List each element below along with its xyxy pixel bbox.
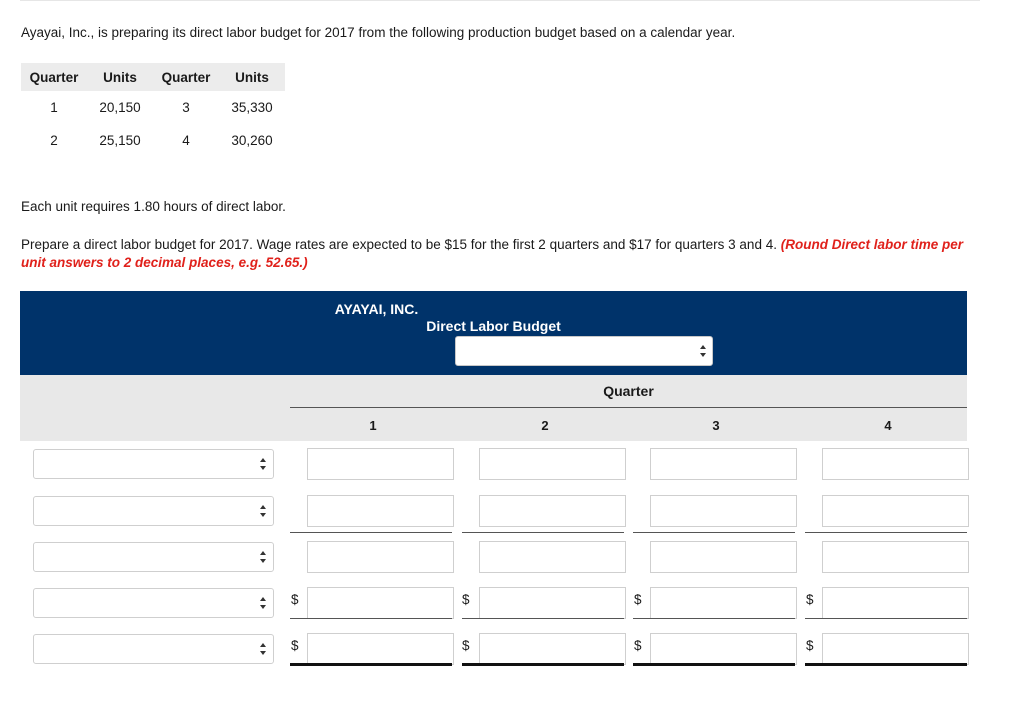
amount-input[interactable] bbox=[307, 495, 454, 527]
table-header-row bbox=[21, 63, 285, 91]
amount-input[interactable] bbox=[479, 633, 626, 665]
dollar-sign: $ bbox=[462, 592, 470, 607]
dollar-sign: $ bbox=[291, 592, 299, 607]
problem-intro: Ayayai, Inc., is preparing its direct labor budget for 2017 from the following production budget based on a calendar year. bbox=[21, 25, 736, 40]
top-divider bbox=[20, 0, 980, 1]
quarter-number: 2 bbox=[541, 418, 549, 433]
subtotal-rule bbox=[462, 618, 624, 619]
amount-input[interactable] bbox=[650, 541, 797, 573]
dollar-sign: $ bbox=[806, 592, 814, 607]
quarter-number: 3 bbox=[712, 418, 720, 433]
table-row bbox=[21, 91, 285, 124]
table-row bbox=[21, 124, 285, 157]
instruction-text: Prepare a direct labor budget for 2017. Wage rates are expected to be $15 for the first 2 quarters and $17 for quarters 3 and 4. bbox=[21, 237, 777, 252]
dollar-sign: $ bbox=[634, 638, 642, 653]
amount-input[interactable] bbox=[822, 495, 969, 527]
total-double-rule bbox=[805, 663, 967, 666]
select-arrows-icon bbox=[260, 642, 266, 656]
row-label-select[interactable] bbox=[33, 496, 274, 526]
amount-input[interactable] bbox=[307, 448, 454, 480]
column-header: Units bbox=[87, 63, 153, 91]
row-label-select[interactable] bbox=[33, 449, 274, 479]
budget-header bbox=[20, 291, 967, 375]
table-cell: 4 bbox=[182, 133, 190, 148]
table-cell: 20,150 bbox=[99, 100, 141, 115]
subtotal-rule bbox=[633, 618, 795, 619]
amount-input[interactable] bbox=[307, 633, 454, 665]
total-double-rule bbox=[290, 663, 452, 666]
table-cell: 30,260 bbox=[231, 133, 273, 148]
select-arrows-icon bbox=[260, 457, 266, 471]
period-select[interactable] bbox=[455, 336, 713, 366]
table-cell: 3 bbox=[182, 100, 190, 115]
subtotal-rule bbox=[290, 532, 452, 533]
amount-input[interactable] bbox=[822, 633, 969, 665]
quarter-label: Quarter bbox=[603, 383, 654, 399]
table-cell: 25,150 bbox=[99, 133, 141, 148]
subtotal-rule bbox=[633, 532, 795, 533]
column-header: Quarter bbox=[21, 63, 87, 91]
labor-hours-note: Each unit requires 1.80 hours of direct labor. bbox=[21, 199, 286, 214]
quarter-number: 1 bbox=[369, 418, 377, 433]
column-header: Units bbox=[219, 63, 285, 91]
dollar-sign: $ bbox=[634, 592, 642, 607]
amount-input[interactable] bbox=[307, 587, 454, 619]
select-arrows-icon bbox=[260, 550, 266, 564]
dollar-sign: $ bbox=[462, 638, 470, 653]
amount-input[interactable] bbox=[479, 541, 626, 573]
amount-input[interactable] bbox=[822, 448, 969, 480]
production-budget-table bbox=[21, 63, 285, 157]
amount-input[interactable] bbox=[650, 495, 797, 527]
select-arrows-icon bbox=[260, 504, 266, 518]
amount-input[interactable] bbox=[479, 587, 626, 619]
amount-input[interactable] bbox=[822, 587, 969, 619]
table-cell: 35,330 bbox=[231, 100, 273, 115]
amount-input[interactable] bbox=[479, 495, 626, 527]
amount-input[interactable] bbox=[307, 541, 454, 573]
total-double-rule bbox=[633, 663, 795, 666]
total-double-rule bbox=[462, 663, 624, 666]
rounding-hint: (Round Direct labor time per unit answers to 2 decimal places, e.g. 52.65.) bbox=[21, 237, 964, 270]
row-label-select[interactable] bbox=[33, 588, 274, 618]
column-header: Quarter bbox=[153, 63, 219, 91]
amount-input[interactable] bbox=[822, 541, 969, 573]
budget-title: Direct Labor Budget bbox=[426, 318, 561, 334]
amount-input[interactable] bbox=[479, 448, 626, 480]
quarter-underline bbox=[290, 407, 967, 408]
amount-input[interactable] bbox=[650, 587, 797, 619]
subtotal-rule bbox=[290, 618, 452, 619]
company-name: AYAYAI, INC. bbox=[334, 301, 419, 317]
table-cell: 2 bbox=[50, 133, 58, 148]
quarter-number: 4 bbox=[884, 418, 892, 433]
subtotal-rule bbox=[805, 618, 967, 619]
row-label-select[interactable] bbox=[33, 634, 274, 664]
amount-input[interactable] bbox=[650, 448, 797, 480]
row-label-select[interactable] bbox=[33, 542, 274, 572]
select-arrows-icon bbox=[260, 596, 266, 610]
subtotal-rule bbox=[462, 532, 624, 533]
subtotal-rule bbox=[805, 532, 967, 533]
dollar-sign: $ bbox=[806, 638, 814, 653]
instructions bbox=[21, 236, 971, 272]
amount-input[interactable] bbox=[650, 633, 797, 665]
dollar-sign: $ bbox=[291, 638, 299, 653]
table-cell: 1 bbox=[50, 100, 58, 115]
select-arrows-icon bbox=[700, 344, 706, 358]
